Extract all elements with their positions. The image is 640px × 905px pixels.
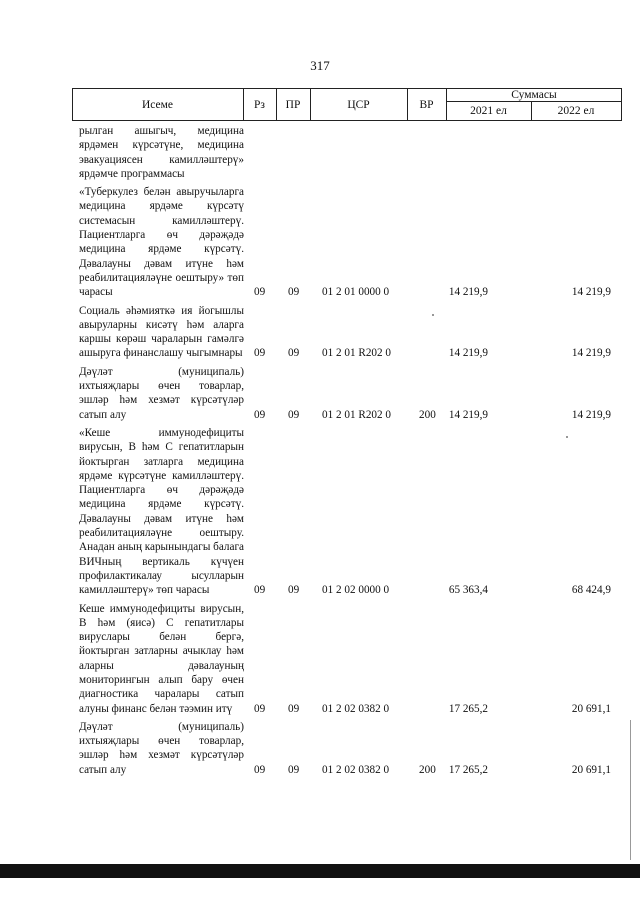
row-rz: 09 [254, 286, 266, 299]
row-rz: 09 [254, 408, 266, 421]
row-rz: 09 [254, 763, 266, 776]
row-sum-2022: 20 691,1 [571, 702, 611, 715]
row-pr: 09 [288, 347, 300, 360]
row-csr: 01 2 02 0382 0 [322, 702, 390, 715]
table-row [0, 426, 640, 598]
row-csr: 01 2 01 0000 0 [322, 286, 390, 299]
table-row [0, 124, 640, 181]
row-name: «Кеше иммунодефициты вирусын, B һәм C гепатитларын йоктырган затларга медицина ярдәме күрсәтүне камилләштерү. Пациентларга өч дәрәҗәдә медицина ярдәме күрсәтү. Дәвалауны дәвам итүне һәм реабилитацияләүне оештыру. Анадан аның карынындагы балага ВИЧның вертикаль күчүен профилактикалау ысулларын камилләштерү» төп чарасы [79, 426, 244, 597]
page-number: 317 [310, 58, 330, 73]
row-pr: 09 [288, 408, 300, 421]
row-csr: 01 2 02 0000 0 [322, 584, 390, 597]
table-row [0, 720, 640, 777]
row-csr: 01 2 01 R202 0 [322, 347, 391, 360]
row-sum-2022: 68 424,9 [571, 584, 611, 597]
scan-speck [432, 314, 434, 316]
row-rz: 09 [254, 584, 266, 597]
table-header [72, 88, 622, 121]
row-pr: 09 [288, 702, 300, 715]
table-row [0, 365, 640, 422]
header-rz: Рз [254, 98, 265, 111]
row-name: Социаль әһәмияткә ия йогышлы авыруларны кисәтү һәм аларга каршы көрәш чараларын гамәлгә ашыруга финанслашу чыгымнары [79, 304, 244, 360]
header-name: Исеме [141, 98, 174, 111]
header-year-2021: 2021 ел [470, 105, 507, 117]
table-row [0, 185, 640, 299]
scan-bottom-border [0, 864, 640, 878]
header-year-2022: 2022 ел [557, 105, 595, 117]
row-name: Дәүләт (муниципаль) ихтыяҗлары өчен товарлар, эшләр һәм хезмәт күрсәтүләр сатып алу [79, 720, 244, 776]
row-name: «Туберкулез белән авыручыларга медицина ярдәме күрсәтү системасын камилләштерү. Пациентларга өч дәрәҗәдә медицина ярдәме күрсәтү. Дәвалауны дәвам итүне һәм реабилитацияләүне оештыру» төп чарасы [79, 186, 244, 299]
scan-speck [566, 436, 568, 438]
row-pr: 09 [288, 584, 300, 597]
header-pr: ПР [285, 98, 301, 111]
row-vr: 200 [419, 763, 436, 776]
row-csr: 01 2 01 R202 0 [322, 408, 391, 421]
row-sum-2021: 17 265,2 [448, 763, 488, 776]
row-sum-2021: 17 265,2 [448, 702, 488, 715]
table-row [0, 602, 640, 716]
row-vr: 200 [419, 408, 436, 421]
row-name: Дәүләт (муниципаль) ихтыяҗлары өчен товарлар, эшләр һәм хезмәт күрсәтүләр сатып алу [79, 365, 244, 421]
scan-edge-mark [630, 720, 631, 860]
row-sum-2021: 14 219,9 [448, 286, 488, 299]
row-rz: 09 [254, 347, 266, 360]
row-sum-2022: 14 219,9 [571, 408, 611, 421]
header-sums: Суммасы [511, 88, 557, 101]
row-sum-2022: 14 219,9 [571, 286, 611, 299]
row-sum-2021: 14 219,9 [448, 408, 488, 421]
table-body [0, 124, 640, 781]
header-csr: ЦСР [347, 98, 370, 111]
header-vr: ВР [419, 98, 434, 111]
row-name: рылган ашыгыч, медицина ярдәмен күрсәтүне, медицина эвакуациясен камилләштерү» ярдәмче программасы [79, 125, 244, 180]
row-pr: 09 [288, 763, 300, 776]
table-row [0, 304, 640, 361]
row-sum-2022: 20 691,1 [571, 763, 611, 776]
row-name: Кеше иммунодефициты вирусын, B һәм (яисә) C гепатитлары вируслары белән бергә, йоктырган затларны ачыклау һәм аларны дәвалауның мониторингын алып бару өчен диагностика чаралары сатып алуны финанс белән тәэмин итү [79, 602, 244, 715]
row-pr: 09 [288, 286, 300, 299]
row-csr: 01 2 02 0382 0 [322, 763, 390, 776]
row-sum-2022: 14 219,9 [571, 347, 611, 360]
row-rz: 09 [254, 702, 266, 715]
row-sum-2021: 14 219,9 [448, 347, 488, 360]
row-sum-2021: 65 363,4 [448, 584, 488, 597]
